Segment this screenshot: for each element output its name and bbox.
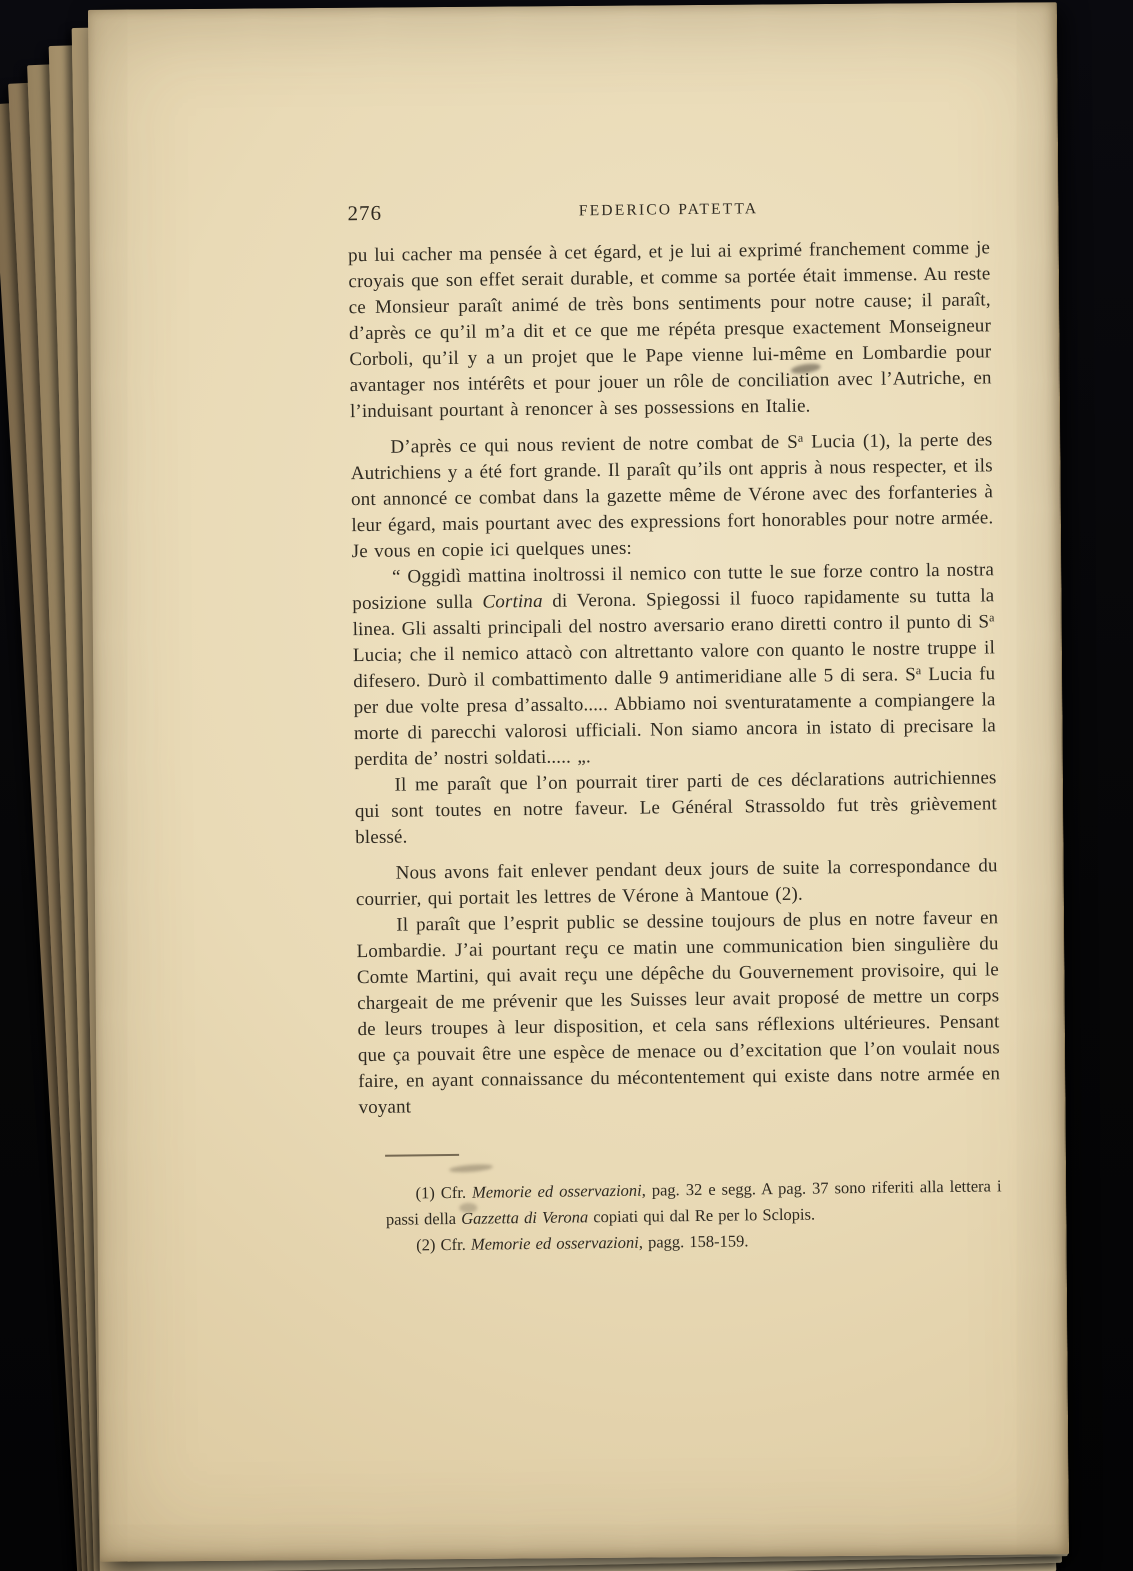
paragraph: Nous avons fait enlever pendant deux jours de suite la correspondance du courrier, qui portait les lettres de Vérone à Mantoue (2). [355,855,998,911]
paragraph: Il me paraît que l’on pourrait tirer parti de ces déclarations autrichiennes qui sont toutes en notre faveur. Le Général Strassoldo fut très grièvement blessé. [354,767,997,849]
running-title: FEDERICO PATETTA [578,200,759,220]
paragraph: D’après ce qui nous revient de notre combat de $S^a$ Lucia (1), la perte des Autrichiens y a été fort grande. Il paraît qu’ils ont appris à nous respecter, et ils ont annoncé ce combat dans la gazette même de Vérone avec des forfanteries à leur égard, mais pourtant avec des expressions fort honorables pour notre armée. Je vous en copie ici quelques unes: [350,429,994,563]
book-page [88,2,1069,1562]
page-content [347,193,1002,1259]
body-text [348,235,1001,1121]
footnote-block [385,1147,1002,1259]
paragraph: pu lui cacher ma pensée à cet égard, et je lui ai exprimé franchement comme je croyais que son effet serait durable, et comme sa portée était immense. Au reste ce Monsieur paraît animé de très bons sentiments pour notre cause; il paraît, d’après ce qu’il m’a dit et ce que me répéta presque exactement Monseigneur Corboli, qu’il y a un projet que le Pape vienne lui-même en Lombardie pour avantager nos intérêts et pour jouer un rôle de conciliation avec l’Autriche, en l’induisant pourtant à renoncer à ses possessions en Italie. [347,237,992,423]
footnote: (2) Cfr. Memorie ed osservazioni, pagg. 158-159. [416,1231,749,1255]
running-head [347,193,989,229]
footnotes [385,1173,1002,1259]
footnote: (1) Cfr. Memorie ed osservazioni, pag. 32 e segg. A pag. 37 sono riferiti alla lettera i passi della Gazzetta di Verona copiati qui dal Re per lo Sclopis. [385,1176,1002,1229]
paragraph: “ Oggidì mattina inoltrossi il nemico con tutte le sue forze contro la nostra posizione sulla Cortina di Verona. Spiegossi il fuoco rapidamente su tutta la linea. Gli assalti principali del nostro aversario erano diretti contro il punto di $S^a$ Lucia; che il nemico attacò con altrettanto valore con quanto le nostre truppe il difesero. Durò il combattimento dalle 9 antimeridiane alle 5 di sera. $S^a$ Lucia fu per due volte presa d’assalto..... Abbiamo noi sventuratamente a compiangere la morte di parecchi valorosi ufficiali. Non siamo ancora in istato di precisare la perdita de’ nostri soldati..... „. [352,559,997,771]
paragraph: Il paraît que l’esprit public se dessine toujours de plus en notre faveur en Lombardie. J’ai pourtant reçu ce matin une communication bien singulière du Comte Martini, qui avait reçu une dépêche du Gouvernement provisoire, qui le chargeait de me prévenir que les Suisses leur avait proposé de mettre un corps de leurs troupes à leur disposition, et cela sans réflexions ultérieures. Pensant que ça pouvait être une espèce de menace ou d’excitation que l’on voulait nous faire, en ayant connaissance du mécontentement qui existe dans notre armée en voyant [356,907,1001,1119]
page-number: 276 [347,200,383,226]
footnote-separator [385,1154,459,1157]
